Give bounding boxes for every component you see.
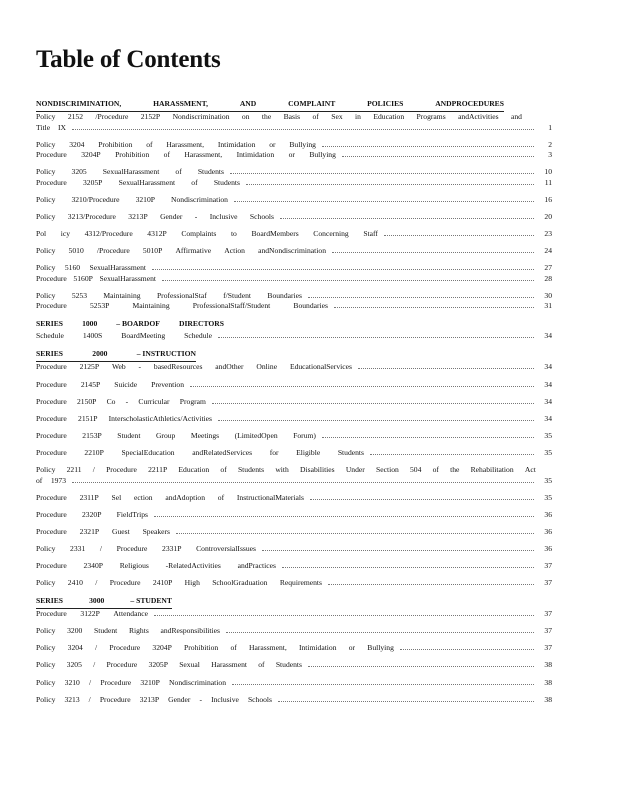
dot-leader — [322, 146, 534, 147]
section-heading-word: NONDISCRIMINATION, — [36, 99, 122, 108]
dot-leader — [334, 307, 534, 308]
toc-entry-line — [36, 695, 552, 706]
toc-section — [36, 318, 552, 342]
toc-entry-line — [36, 544, 552, 555]
entry-text: Policy 3210/Procedure 3210P Nondiscrimination — [36, 194, 228, 204]
toc-section — [36, 98, 552, 312]
toc-entry[interactable] — [36, 229, 552, 240]
page-number: 34 — [544, 362, 552, 372]
toc-section — [36, 348, 552, 588]
dot-leader — [72, 482, 534, 483]
section-heading — [36, 348, 196, 362]
page-number: 30 — [544, 290, 552, 300]
dot-leader — [190, 386, 534, 387]
entry-text: Policy 3205 SexualHarassment of Students — [36, 167, 224, 177]
dot-leader — [212, 403, 534, 404]
section-heading — [36, 318, 224, 331]
section-heading — [36, 595, 172, 609]
toc-entry[interactable] — [36, 465, 552, 486]
toc-entry[interactable] — [36, 578, 552, 589]
section-heading-word: SERIES — [36, 319, 64, 329]
page-number: 34 — [544, 396, 552, 406]
entry-text: Policy 2331 / Procedure 2331P ControversialIssues — [36, 543, 256, 553]
toc-entry[interactable] — [36, 695, 552, 706]
page-number: 35 — [544, 475, 552, 485]
entry-text: Policy 2152 /Procedure 2152P Nondiscrimination on the Basis of Sex in Education Programs andActivities and — [36, 112, 522, 121]
entry-text: Policy 3200 Student Rights andResponsibilities — [36, 626, 220, 636]
toc-entry[interactable] — [36, 246, 552, 257]
page-number: 37 — [544, 560, 552, 570]
page-number: 24 — [544, 246, 552, 256]
toc-entry-line — [36, 465, 552, 476]
toc-entry-line — [36, 609, 552, 620]
section-heading-word: 2000 — [92, 349, 108, 359]
toc-entry-line — [36, 246, 552, 257]
dot-leader — [342, 156, 534, 157]
page-number: 10 — [544, 167, 552, 177]
toc-entry-line — [36, 150, 552, 161]
section-heading-word: 1000 — [82, 319, 98, 329]
toc-entry[interactable] — [36, 195, 552, 206]
entry-text: Policy 3210 / Procedure 3210P Nondiscrimination — [36, 677, 226, 687]
toc-entry-line — [36, 578, 552, 589]
toc-entry[interactable] — [36, 609, 552, 620]
dot-leader — [400, 649, 534, 650]
dot-leader — [230, 173, 534, 174]
toc-entry-line — [36, 140, 552, 151]
toc-entry[interactable] — [36, 626, 552, 637]
entry-text: Procedure 2320P FieldTrips — [36, 509, 148, 519]
toc-entry[interactable] — [36, 527, 552, 538]
section-heading-word: ANDPROCEDURES — [435, 99, 504, 108]
section-heading-word: AND — [239, 99, 257, 108]
dot-leader — [176, 533, 534, 534]
toc-entry-line — [36, 123, 552, 134]
page-number: 27 — [544, 263, 552, 273]
dot-leader — [218, 420, 534, 421]
toc-entry-line — [36, 643, 552, 654]
dot-leader — [328, 584, 534, 585]
entry-text: Procedure 2151P InterscholasticAthletics/Activities — [36, 413, 212, 423]
toc-entry-line — [36, 397, 552, 408]
table-of-contents — [36, 98, 552, 712]
entry-text: Schedule 1400S BoardMeeting Schedule — [36, 331, 212, 341]
entry-text: Procedure 2340P Religious -RelatedActivities andPractices — [36, 560, 276, 570]
dot-leader — [234, 201, 534, 202]
page-number: 35 — [544, 430, 552, 440]
dot-leader — [384, 235, 534, 236]
toc-entry-line — [36, 660, 552, 671]
toc-entry-line — [36, 331, 552, 342]
toc-entry[interactable] — [36, 561, 552, 572]
page-number: 20 — [544, 211, 552, 221]
entry-text: Procedure 5253P Maintaining ProfessionalStaff/Student Boundaries — [36, 301, 328, 311]
page-number: 3 — [548, 150, 552, 160]
page-number: 35 — [544, 447, 552, 457]
dot-leader — [282, 567, 534, 568]
toc-entry-line — [36, 510, 552, 521]
entry-text: Policy 5010 /Procedure 5010P Affirmative Action andNondiscrimination — [36, 246, 326, 256]
toc-entry-line — [36, 291, 552, 302]
entry-text: Procedure 2210P SpecialEducation andRelatedServices for Eligible Students — [36, 447, 364, 457]
section-heading-word: HARASSMENT, — [153, 99, 209, 108]
toc-entry-line — [36, 112, 552, 123]
entry-text: Procedure 2145P Suicide Prevention — [36, 379, 184, 389]
section-heading-word: SERIES — [36, 596, 64, 606]
page-number: 36 — [544, 543, 552, 553]
entry-text: Policy 3204 / Procedure 3204P Prohibition of Harassment, Intimidation or Bullying — [36, 643, 394, 653]
entry-text: Procedure 2150P Co - Curricular Program — [36, 396, 206, 406]
entry-text: Policy 3213/Procedure 3213P Gender - Inclusive Schools — [36, 211, 274, 221]
section-heading-word: DIRECTORS — [178, 319, 224, 329]
dot-leader — [154, 516, 534, 517]
entry-text: Procedure 3205P SexualHarassment of Students — [36, 177, 240, 187]
toc-entry[interactable] — [36, 448, 552, 459]
toc-entry[interactable] — [36, 510, 552, 521]
dot-leader — [218, 337, 534, 338]
page-number: 37 — [544, 609, 552, 619]
toc-entry-line — [36, 431, 552, 442]
section-heading-word: – BOARDOF — [116, 319, 160, 329]
entry-text: Procedure 2321P Guest Speakers — [36, 526, 170, 536]
page-number: 28 — [544, 273, 552, 283]
toc-entry[interactable] — [36, 140, 552, 161]
page-number: 11 — [544, 177, 552, 187]
entry-text: Policy 5160 SexualHarassment — [36, 263, 146, 273]
page-number: 34 — [544, 379, 552, 389]
dot-leader — [72, 129, 534, 130]
toc-entry-line — [36, 178, 552, 189]
dot-leader — [308, 666, 534, 667]
toc-entry[interactable] — [36, 493, 552, 504]
dot-leader — [370, 454, 534, 455]
entry-text: Policy 5253 Maintaining ProfessionalStaf f/Student Boundaries — [36, 290, 302, 300]
page-number: 16 — [544, 194, 552, 204]
section-heading — [36, 98, 504, 112]
toc-entry-line — [36, 362, 552, 373]
section-heading-word: COMPLAINT — [288, 99, 336, 108]
toc-entry-line — [36, 414, 552, 425]
page-number: 37 — [544, 643, 552, 653]
toc-entry-line — [36, 167, 552, 178]
section-heading-word: – INSTRUCTION — [136, 349, 196, 359]
dot-leader — [280, 218, 534, 219]
entry-text: Policy 3213 / Procedure 3213P Gender - Inclusive Schools — [36, 694, 272, 704]
dot-leader — [152, 269, 534, 270]
toc-entry-line — [36, 626, 552, 637]
page-number: 23 — [544, 228, 552, 238]
toc-entry[interactable] — [36, 380, 552, 391]
toc-entry-line — [36, 274, 552, 285]
dot-leader — [332, 252, 534, 253]
toc-entry-line — [36, 263, 552, 274]
toc-entry[interactable] — [36, 678, 552, 689]
toc-entry[interactable] — [36, 414, 552, 425]
section-heading-word: SERIES — [36, 349, 64, 359]
toc-entry[interactable] — [36, 291, 552, 312]
entry-text: Pol icy 4312/Procedure 4312P Complaints to BoardMembers Concerning Staff — [36, 228, 378, 238]
entry-text: Procedure 2125P Web - basedResources andOther Online EducationalServices — [36, 362, 352, 372]
dot-leader — [310, 499, 534, 500]
dot-leader — [278, 701, 534, 702]
section-heading-word: POLICIES — [367, 99, 404, 108]
toc-entry[interactable] — [36, 263, 552, 284]
dot-leader — [226, 632, 534, 633]
toc-entry[interactable] — [36, 167, 552, 188]
toc-entry[interactable] — [36, 431, 552, 442]
entry-text: of 1973 — [36, 475, 66, 485]
toc-entry-line — [36, 493, 552, 504]
page-number: 37 — [544, 578, 552, 588]
toc-entry-line — [36, 195, 552, 206]
page-number: 37 — [544, 626, 552, 636]
entry-text: Policy 3204 Prohibition of Harassment, Intimidation or Bullying — [36, 139, 316, 149]
page-number: 38 — [544, 677, 552, 687]
toc-entry[interactable] — [36, 397, 552, 408]
page-number: 38 — [544, 694, 552, 704]
toc-entry-line — [36, 229, 552, 240]
section-heading-word: – STUDENT — [130, 596, 172, 606]
section-heading-word: 3000 — [89, 596, 105, 606]
dot-leader — [308, 297, 534, 298]
toc-entry[interactable] — [36, 212, 552, 223]
entry-text: Procedure 2153P Student Group Meetings (LimitedOpen Forum) — [36, 430, 316, 440]
dot-leader — [262, 550, 534, 551]
dot-leader — [232, 684, 534, 685]
page-number: 1 — [548, 122, 552, 132]
page-number: 34 — [544, 413, 552, 423]
page-number: 34 — [544, 331, 552, 341]
entry-text: Procedure 5160P SexualHarassment — [36, 273, 156, 283]
page-number: 36 — [544, 526, 552, 536]
dot-leader — [322, 437, 534, 438]
page-number: 2 — [548, 139, 552, 149]
toc-entry[interactable] — [36, 362, 552, 373]
entry-text: Title IX — [36, 122, 66, 132]
toc-entry-line — [36, 476, 552, 487]
toc-entry-line — [36, 527, 552, 538]
toc-entry-line — [36, 448, 552, 459]
dot-leader — [154, 615, 534, 616]
toc-entry[interactable] — [36, 331, 552, 342]
toc-entry[interactable] — [36, 660, 552, 671]
entry-text: Policy 3205 / Procedure 3205P Sexual Harassment of Students — [36, 660, 302, 670]
toc-entry-line — [36, 561, 552, 572]
toc-entry-line — [36, 678, 552, 689]
entry-text: Procedure 3122P Attendance — [36, 609, 148, 619]
toc-entry[interactable] — [36, 643, 552, 654]
toc-entry[interactable] — [36, 112, 552, 133]
entry-text: Procedure 3204P Prohibition of Harassment, Intimidation or Bullying — [36, 150, 336, 160]
entry-text: Policy 2410 / Procedure 2410P High SchoolGraduation Requirements — [36, 578, 322, 588]
entry-text: Procedure 2311P Sel ection andAdoption of InstructionalMaterials — [36, 492, 304, 502]
toc-entry[interactable] — [36, 544, 552, 555]
page-title: Table of Contents — [36, 46, 221, 73]
page-number: 35 — [544, 492, 552, 502]
dot-leader — [246, 184, 534, 185]
dot-leader — [162, 280, 534, 281]
dot-leader — [358, 368, 534, 369]
toc-section — [36, 595, 552, 705]
toc-entry-line — [36, 301, 552, 312]
entry-text: Policy 2211 / Procedure 2211P Education of Students with Disabilities Under Section 504 of the Rehabilitation Act — [36, 465, 536, 474]
page-number: 38 — [544, 660, 552, 670]
page-number: 31 — [544, 301, 552, 311]
toc-entry-line — [36, 212, 552, 223]
toc-entry-line — [36, 380, 552, 391]
page-number: 36 — [544, 509, 552, 519]
